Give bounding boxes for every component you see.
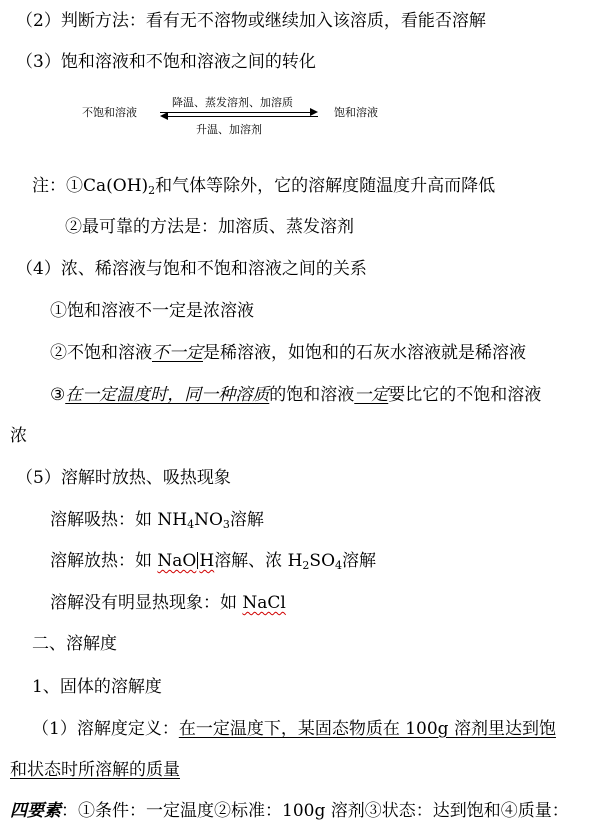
def-underlined: 在一定温度下，某固态物质在 100g 溶剂里达到饱 [178,719,556,739]
heat-release-line [50,550,376,572]
to-saturated-conditions: 降温、蒸发溶剂、加溶质 [172,96,293,109]
note1-text-b: 和气体等除外，它的溶解度随温度升高而降低 [155,176,496,196]
defcont-underlined: 和状态时所溶解的质量 [10,760,180,780]
rel-wavy-2: H [199,551,215,571]
rel-wavy-1: NaO [157,551,197,571]
note-line-1 [32,175,495,197]
abs-sub-1: 4 [187,518,195,531]
four-elements-line [10,800,569,822]
r3-text-a: ③ [50,385,66,405]
rel-text-b: 溶解、浓 H [214,551,303,571]
r3-text-b: 的饱和溶液 [269,385,355,405]
conversion-heading: （3）饱和溶液和不饱和溶液之间的转化 [16,52,316,72]
definition-continued [10,759,180,781]
r2-underlined: 不一定 [152,343,203,363]
note1-text-a: 注：①Ca(OH) [32,176,149,196]
relation-item-3 [50,384,541,406]
heat-absorb-line [50,509,264,531]
forward-arrow-head-icon [310,108,318,116]
r3-text-c: 要比它的不饱和溶液 [388,385,542,405]
rel-text-d: 溶解 [342,551,377,571]
heat-none-line [50,592,286,614]
backward-arrow-head-icon [160,112,168,120]
rel-sub-1: 2 [302,559,310,572]
definition-line [32,718,556,740]
rel-sub-2: 4 [335,559,343,572]
abs-text-c: 溶解 [229,510,264,530]
note1-subscript: 2 [148,184,156,197]
r3-underlined: 一定 [354,385,389,405]
none-text-a: 溶解没有明显热现象：如 [50,593,243,613]
to-unsaturated-conditions: 升温、加溶剂 [196,123,262,136]
four-elements-text: ：①条件：一定温度②标准：100g 溶剂③状态：达到饱和④质量： [61,801,569,821]
four-elements-label: 四要素 [10,801,61,821]
relation-item-2 [50,342,526,364]
rel-text-a: 溶解放热：如 [50,551,158,571]
backward-arrow-line [168,116,318,117]
naoh-spellcheck [157,551,214,571]
abs-text-b: NO [194,510,223,530]
saturated-label: 饱和溶液 [334,106,378,119]
judge-method-line: （2）判断方法：看有无不溶物或继续加入该溶质，看能否溶解 [16,11,486,31]
heat-heading: （5）溶解时放热、吸热现象 [16,468,231,488]
relation-item-3-continued: 浓 [10,426,27,446]
abs-sub-2: 3 [222,518,230,531]
unsaturated-label: 不饱和溶液 [82,106,137,119]
r3-italic-underlined: 在一定温度时，同一种溶质 [65,385,270,405]
forward-arrow-line [160,112,310,113]
relation-item-1: ①饱和溶液不一定是浓溶液 [50,301,254,321]
rel-text-c: SO [309,551,336,571]
r2-text-a: ②不饱和溶液 [50,343,152,363]
r2-text-b: 是稀溶液，如饱和的石灰水溶液就是稀溶液 [203,343,526,363]
section-2-1-heading: 1、固体的溶解度 [32,677,162,697]
conversion-diagram [0,92,600,142]
note-line-2: ②最可靠的方法是：加溶质、蒸发溶剂 [65,217,354,237]
def-text-a: （1）溶解度定义： [32,719,179,739]
section-2-heading: 二、溶解度 [32,634,117,654]
nacl-spellcheck: NaCl [242,593,286,613]
abs-text-a: 溶解吸热：如 NH [50,510,188,530]
relationship-heading: （4）浓、稀溶液与饱和不饱和溶液之间的关系 [16,259,367,279]
